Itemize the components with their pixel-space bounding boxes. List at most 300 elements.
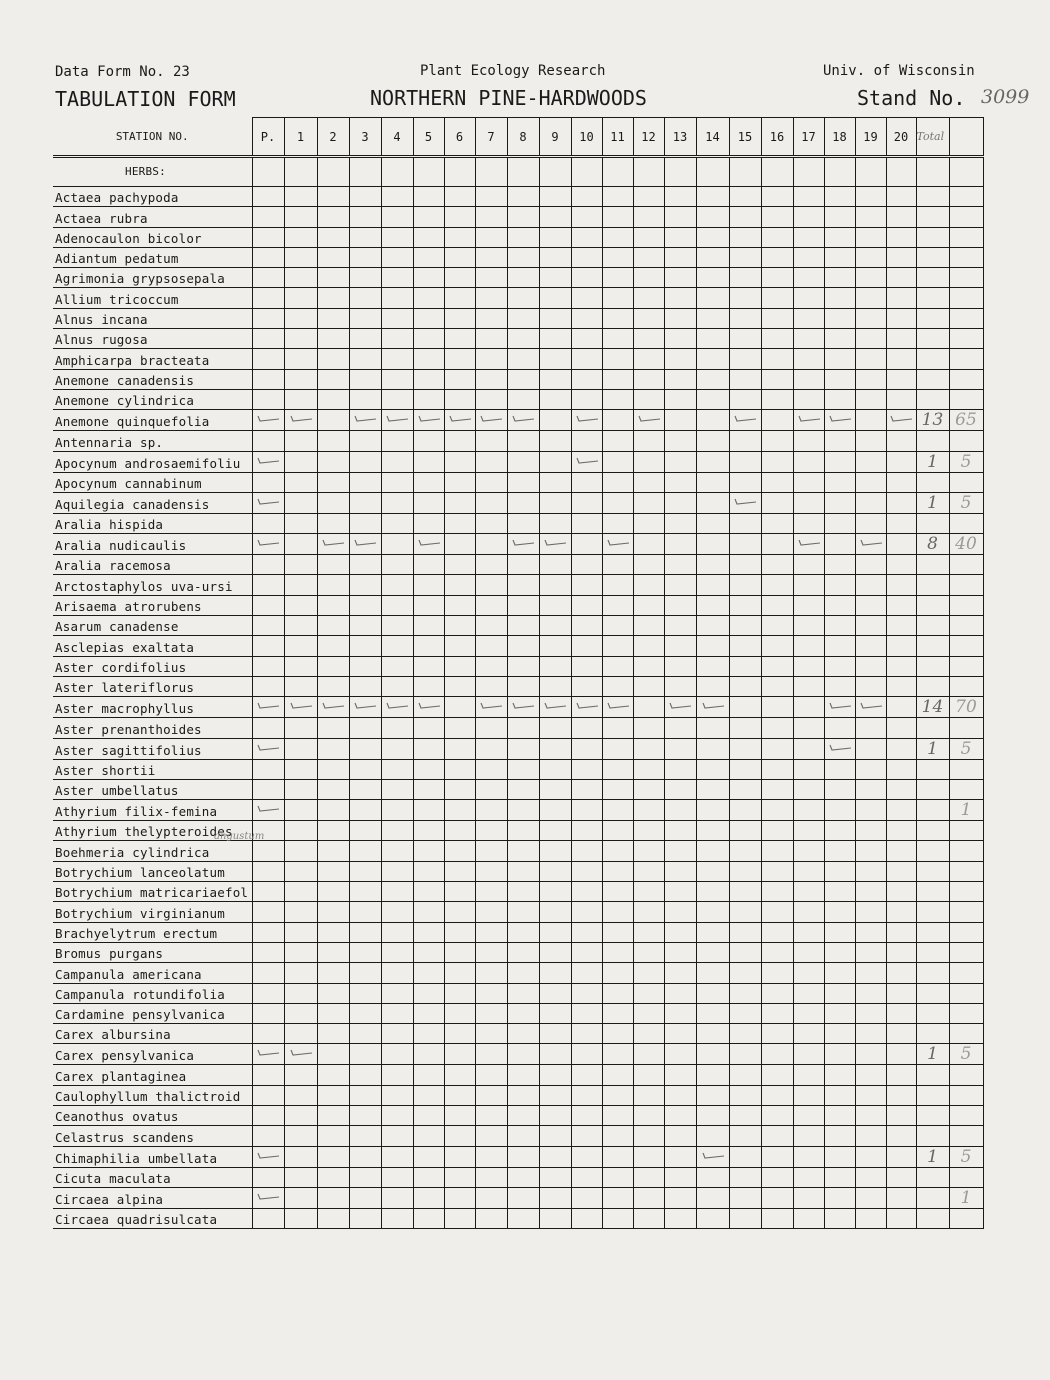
score-cell <box>949 779 983 799</box>
score-cell <box>949 349 983 369</box>
station-cell <box>381 1044 413 1065</box>
station-cell <box>284 1167 317 1187</box>
species-name: Asarum canadense <box>53 616 252 636</box>
station-cell <box>284 268 317 288</box>
station-cell <box>381 595 413 615</box>
station-cell <box>855 268 886 288</box>
total-cell <box>916 1208 949 1228</box>
station-cell <box>664 492 696 513</box>
grid-cell <box>571 157 602 187</box>
species-name: Botrychium virginianum <box>53 902 252 922</box>
station-cell <box>729 431 761 451</box>
station-cell <box>349 922 381 942</box>
station-cell <box>729 451 761 472</box>
station-cell <box>824 718 855 738</box>
station-cell <box>349 329 381 349</box>
station-cell <box>824 963 855 983</box>
column-header: 19 <box>855 118 886 157</box>
species-name: Adiantum pedatum <box>53 247 252 267</box>
station-cell <box>824 329 855 349</box>
station-cell <box>413 575 444 595</box>
tally-mark <box>255 802 281 814</box>
station-cell <box>761 1146 793 1167</box>
station-cell <box>317 329 349 349</box>
station-cell <box>664 1024 696 1044</box>
total-cell <box>916 1024 949 1044</box>
station-cell <box>664 513 696 533</box>
species-row <box>53 841 983 861</box>
station-cell <box>571 800 602 821</box>
species-row <box>53 1044 983 1065</box>
station-cell <box>696 616 729 636</box>
tally-mark <box>352 699 378 711</box>
station-cell <box>571 1044 602 1065</box>
station-cell <box>571 329 602 349</box>
station-cell <box>284 1126 317 1146</box>
station-cell <box>855 759 886 779</box>
score-cell: 1 <box>949 1187 983 1208</box>
station-cell <box>761 595 793 615</box>
station-cell <box>475 1187 507 1208</box>
station-cell <box>317 534 349 555</box>
station-cell <box>761 513 793 533</box>
station-cell <box>793 410 824 431</box>
form-subtitle: NORTHERN PINE-HARDWOODS <box>370 86 647 110</box>
station-cell <box>317 676 349 696</box>
station-cell <box>571 922 602 942</box>
column-header: 1 <box>284 118 317 157</box>
section-row <box>53 157 983 187</box>
station-cell <box>252 247 284 267</box>
station-cell <box>413 656 444 676</box>
station-cell <box>664 963 696 983</box>
station-cell <box>824 821 855 841</box>
station-cell <box>696 922 729 942</box>
species-name: Chimaphilia umbellata <box>53 1146 252 1167</box>
station-cell <box>696 656 729 676</box>
station-cell <box>317 922 349 942</box>
station-cell <box>284 882 317 902</box>
station-cell <box>571 247 602 267</box>
station-cell <box>729 1187 761 1208</box>
station-cell <box>696 555 729 575</box>
station-cell <box>602 389 633 409</box>
station-cell <box>475 779 507 799</box>
station-cell <box>381 616 413 636</box>
station-cell <box>381 902 413 922</box>
station-cell <box>761 187 793 207</box>
station-cell <box>317 1187 349 1208</box>
station-cell <box>761 718 793 738</box>
station-cell <box>793 616 824 636</box>
station-cell <box>284 718 317 738</box>
station-cell <box>349 534 381 555</box>
station-cell <box>855 513 886 533</box>
total-cell <box>916 1105 949 1125</box>
grid-cell <box>602 157 633 187</box>
station-cell <box>696 636 729 656</box>
station-cell <box>413 636 444 656</box>
station-cell <box>761 472 793 492</box>
total-cell <box>916 902 949 922</box>
station-cell <box>539 821 571 841</box>
station-cell <box>824 697 855 718</box>
station-cell <box>886 329 916 349</box>
species-name: Arisaema atrorubens <box>53 595 252 615</box>
station-cell <box>886 555 916 575</box>
station-cell <box>824 942 855 962</box>
station-cell <box>507 1126 539 1146</box>
score-cell <box>949 555 983 575</box>
station-cell <box>793 656 824 676</box>
station-cell <box>793 349 824 369</box>
station-cell <box>349 616 381 636</box>
total-cell <box>916 288 949 308</box>
station-cell <box>475 963 507 983</box>
station-cell <box>571 472 602 492</box>
station-cell <box>413 207 444 227</box>
station-cell <box>284 288 317 308</box>
handwritten-annotation: angustum <box>214 831 265 842</box>
station-cell <box>349 841 381 861</box>
station-cell <box>664 369 696 389</box>
station-cell <box>729 1208 761 1228</box>
tally-mark <box>255 741 281 753</box>
tally-mark <box>416 699 442 711</box>
station-cell <box>539 329 571 349</box>
station-header: STATION NO. <box>53 118 252 157</box>
station-cell <box>855 983 886 1003</box>
total-cell: 1 <box>916 1146 949 1167</box>
station-cell <box>855 288 886 308</box>
station-cell <box>664 1044 696 1065</box>
station-cell <box>729 656 761 676</box>
station-cell <box>729 187 761 207</box>
station-cell <box>413 555 444 575</box>
station-cell <box>539 922 571 942</box>
species-row <box>53 942 983 962</box>
station-cell <box>349 1187 381 1208</box>
station-cell <box>507 861 539 881</box>
tally-mark <box>320 699 346 711</box>
station-cell <box>539 1126 571 1146</box>
station-cell <box>696 963 729 983</box>
station-cell <box>664 616 696 636</box>
station-cell <box>539 1003 571 1023</box>
station-cell <box>507 656 539 676</box>
station-cell <box>381 656 413 676</box>
station-cell <box>252 942 284 962</box>
station-cell <box>475 656 507 676</box>
species-row <box>53 718 983 738</box>
station-cell <box>664 472 696 492</box>
station-cell <box>317 636 349 656</box>
station-cell <box>793 882 824 902</box>
station-cell <box>761 697 793 718</box>
score-cell <box>949 187 983 207</box>
station-cell <box>507 369 539 389</box>
station-cell <box>475 942 507 962</box>
species-name: Athyrium thelypteroides <box>53 821 252 841</box>
station-cell <box>571 1126 602 1146</box>
station-cell <box>696 575 729 595</box>
station-cell <box>886 1085 916 1105</box>
score-cell <box>949 472 983 492</box>
station-cell <box>824 595 855 615</box>
tally-mark <box>478 699 504 711</box>
station-cell <box>444 1085 475 1105</box>
station-cell <box>602 1126 633 1146</box>
station-cell <box>317 821 349 841</box>
station-cell <box>855 841 886 861</box>
station-cell <box>252 616 284 636</box>
station-cell <box>855 922 886 942</box>
station-cell <box>855 821 886 841</box>
station-cell <box>855 942 886 962</box>
score-cell <box>949 431 983 451</box>
station-cell <box>824 227 855 247</box>
station-cell <box>761 861 793 881</box>
station-cell <box>633 555 664 575</box>
station-cell <box>317 861 349 881</box>
station-cell <box>507 1208 539 1228</box>
station-cell <box>602 247 633 267</box>
tally-mark <box>510 699 536 711</box>
station-cell <box>252 1024 284 1044</box>
station-cell <box>539 268 571 288</box>
station-cell <box>633 922 664 942</box>
station-cell <box>793 288 824 308</box>
station-cell <box>507 288 539 308</box>
station-cell <box>602 595 633 615</box>
station-cell <box>381 288 413 308</box>
station-cell <box>793 431 824 451</box>
station-cell <box>664 308 696 328</box>
total-cell <box>916 472 949 492</box>
station-cell <box>507 1003 539 1023</box>
station-cell <box>413 1024 444 1044</box>
station-cell <box>381 1003 413 1023</box>
station-cell <box>284 983 317 1003</box>
station-cell <box>317 902 349 922</box>
total-cell <box>916 942 949 962</box>
station-cell <box>507 349 539 369</box>
species-row <box>53 922 983 942</box>
total-cell: 14 <box>916 697 949 718</box>
station-cell <box>886 1105 916 1125</box>
score-cell <box>949 676 983 696</box>
station-cell <box>475 329 507 349</box>
station-cell <box>284 1146 317 1167</box>
station-cell <box>602 227 633 247</box>
species-row <box>53 369 983 389</box>
station-cell <box>252 718 284 738</box>
station-cell <box>413 759 444 779</box>
station-cell <box>729 1065 761 1085</box>
species-row <box>53 800 983 821</box>
station-cell <box>571 902 602 922</box>
station-cell <box>349 1065 381 1085</box>
station-cell <box>317 207 349 227</box>
station-cell <box>444 187 475 207</box>
station-cell <box>886 268 916 288</box>
station-cell <box>413 369 444 389</box>
station-cell <box>317 308 349 328</box>
station-cell <box>349 369 381 389</box>
station-cell <box>633 1187 664 1208</box>
total-cell <box>916 759 949 779</box>
station-cell <box>633 616 664 636</box>
station-cell <box>507 636 539 656</box>
station-cell <box>855 616 886 636</box>
station-cell <box>571 616 602 636</box>
station-cell <box>539 983 571 1003</box>
station-cell <box>444 616 475 636</box>
station-cell <box>696 902 729 922</box>
station-cell <box>761 1065 793 1085</box>
station-cell <box>664 1126 696 1146</box>
station-cell <box>284 821 317 841</box>
station-cell <box>633 983 664 1003</box>
station-cell <box>284 431 317 451</box>
total-cell <box>916 821 949 841</box>
tally-mark <box>352 412 378 424</box>
station-cell <box>381 1024 413 1044</box>
station-cell <box>539 738 571 759</box>
station-cell <box>855 187 886 207</box>
station-cell <box>539 227 571 247</box>
station-cell <box>349 759 381 779</box>
station-cell <box>855 1024 886 1044</box>
station-cell <box>252 1065 284 1085</box>
station-cell <box>252 555 284 575</box>
station-cell <box>571 1085 602 1105</box>
species-row <box>53 575 983 595</box>
station-cell <box>886 575 916 595</box>
station-cell <box>444 1044 475 1065</box>
station-cell <box>444 1187 475 1208</box>
station-cell <box>444 207 475 227</box>
species-name: Aster prenanthoides <box>53 718 252 738</box>
station-cell <box>602 697 633 718</box>
station-cell <box>252 1085 284 1105</box>
station-cell <box>381 555 413 575</box>
species-row <box>53 595 983 615</box>
station-cell <box>571 1167 602 1187</box>
station-cell <box>413 1187 444 1208</box>
station-cell <box>317 349 349 369</box>
station-cell <box>729 1024 761 1044</box>
station-cell <box>413 821 444 841</box>
total-cell <box>916 207 949 227</box>
station-cell <box>317 1167 349 1187</box>
station-cell <box>886 882 916 902</box>
station-cell <box>475 636 507 656</box>
station-cell <box>539 718 571 738</box>
species-name: Asclepias exaltata <box>53 636 252 656</box>
score-cell <box>949 1208 983 1228</box>
station-cell <box>824 882 855 902</box>
station-cell <box>507 1146 539 1167</box>
station-cell <box>696 187 729 207</box>
station-cell <box>664 1208 696 1228</box>
grid-cell <box>729 157 761 187</box>
station-cell <box>761 1167 793 1187</box>
station-cell <box>571 308 602 328</box>
total-cell <box>916 841 949 861</box>
station-cell <box>252 534 284 555</box>
station-cell <box>793 534 824 555</box>
station-cell <box>571 779 602 799</box>
station-cell <box>793 1208 824 1228</box>
species-row <box>53 902 983 922</box>
station-cell <box>761 1208 793 1228</box>
station-cell <box>761 451 793 472</box>
station-cell <box>602 1105 633 1125</box>
station-cell <box>349 288 381 308</box>
station-cell <box>284 1024 317 1044</box>
species-row <box>53 963 983 983</box>
station-cell <box>571 288 602 308</box>
station-cell <box>475 1065 507 1085</box>
station-cell <box>824 800 855 821</box>
station-cell <box>793 1187 824 1208</box>
station-cell <box>413 451 444 472</box>
station-cell <box>602 942 633 962</box>
station-cell <box>349 697 381 718</box>
station-cell <box>539 963 571 983</box>
score-cell <box>949 329 983 349</box>
station-cell <box>886 963 916 983</box>
station-cell <box>475 268 507 288</box>
station-cell <box>539 472 571 492</box>
form-number: Data Form No. 23 <box>55 64 190 80</box>
station-cell <box>381 861 413 881</box>
station-cell <box>475 841 507 861</box>
station-cell <box>729 369 761 389</box>
column-header: 4 <box>381 118 413 157</box>
station-cell <box>664 595 696 615</box>
station-cell <box>444 575 475 595</box>
station-cell <box>539 389 571 409</box>
station-cell <box>855 329 886 349</box>
station-cell <box>507 555 539 575</box>
tally-mark <box>542 699 568 711</box>
station-cell <box>886 187 916 207</box>
score-cell: 5 <box>949 738 983 759</box>
station-cell <box>761 738 793 759</box>
station-cell <box>381 1126 413 1146</box>
station-cell <box>507 821 539 841</box>
station-cell <box>413 268 444 288</box>
station-cell <box>444 861 475 881</box>
station-cell <box>252 779 284 799</box>
station-cell <box>602 207 633 227</box>
station-cell <box>284 227 317 247</box>
column-header: 17 <box>793 118 824 157</box>
station-cell <box>539 308 571 328</box>
species-name: Anemone quinquefolia <box>53 410 252 431</box>
station-cell <box>729 902 761 922</box>
station-cell <box>761 963 793 983</box>
station-cell <box>413 1003 444 1023</box>
score-cell: 1 <box>949 800 983 821</box>
score-cell <box>949 207 983 227</box>
station-cell <box>633 963 664 983</box>
total-cell <box>916 1167 949 1187</box>
station-cell <box>317 882 349 902</box>
station-cell <box>793 595 824 615</box>
